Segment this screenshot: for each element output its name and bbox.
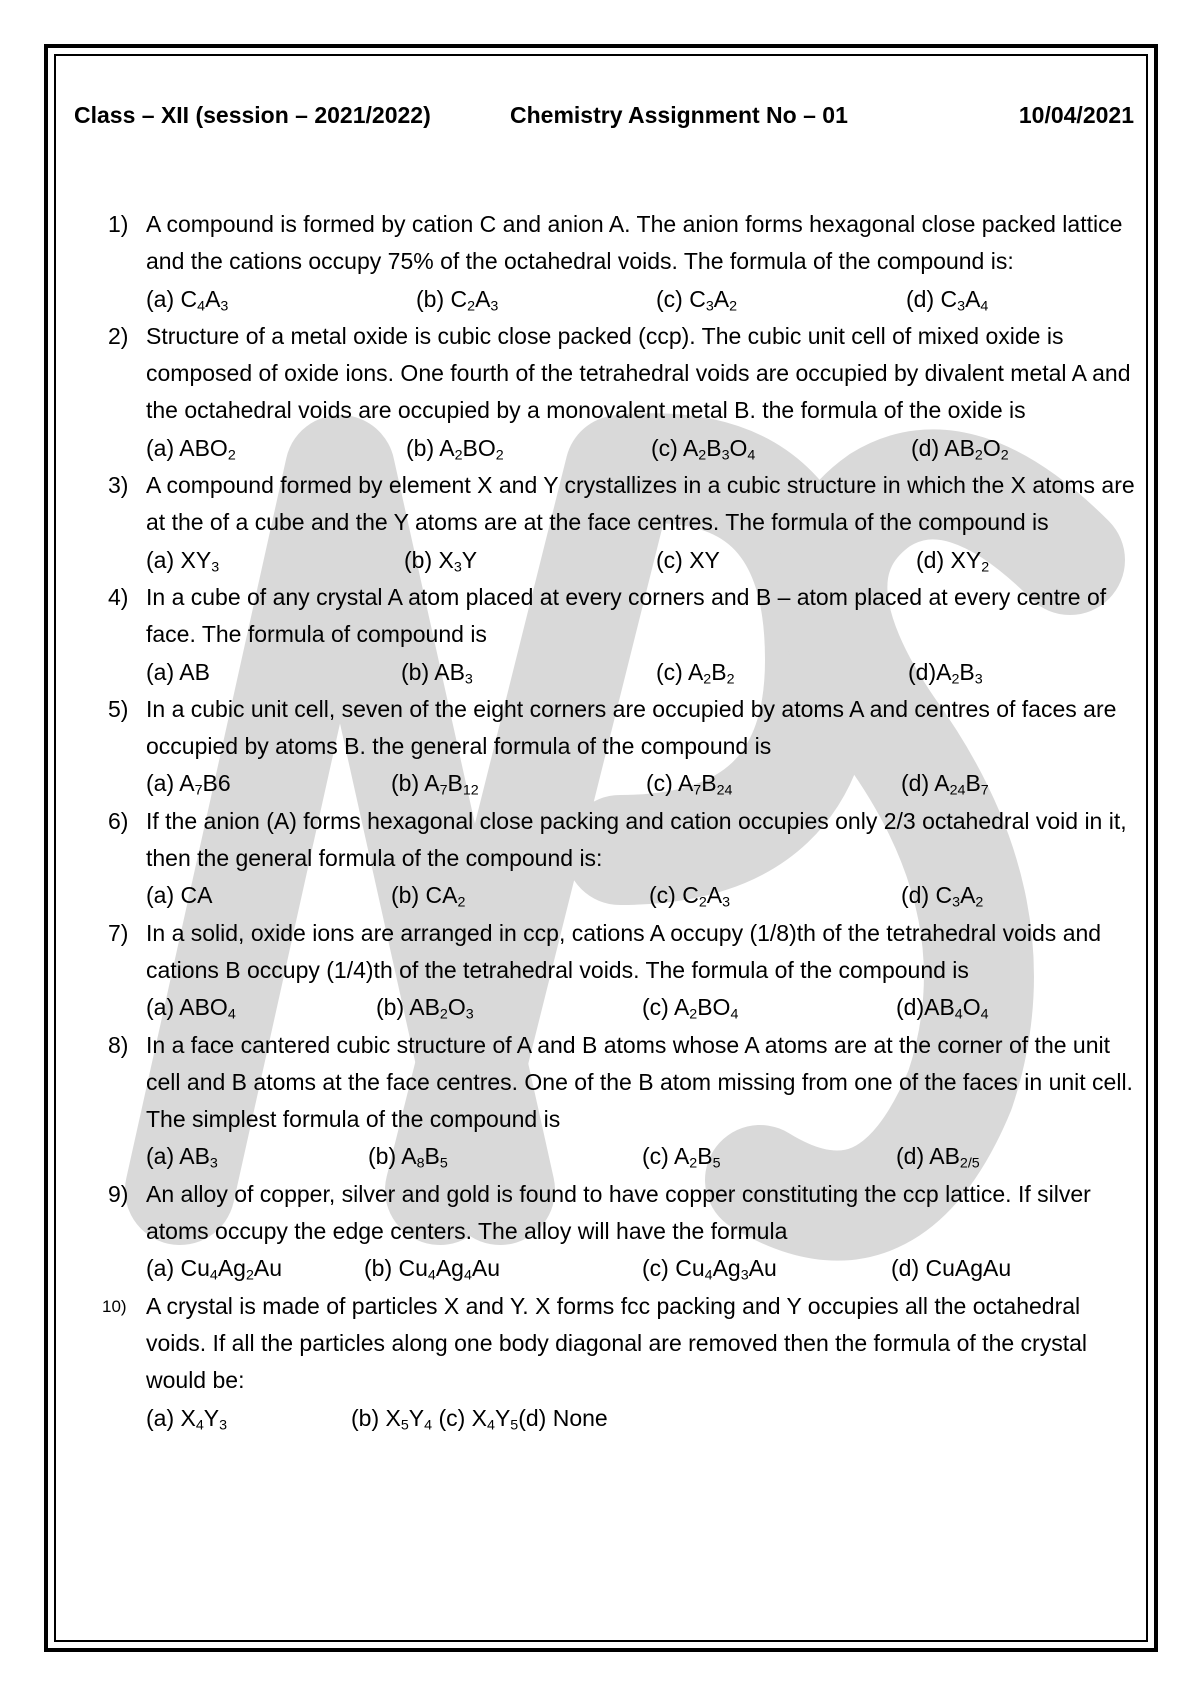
option-subscript: 2 — [703, 671, 712, 688]
option-text: (d) AB — [911, 434, 975, 461]
answer-option — [146, 765, 231, 802]
option-subscript: 4 — [954, 1006, 963, 1023]
option-subscript: 7 — [194, 783, 203, 800]
option-text: B — [447, 770, 463, 797]
option-text: (a) Cu — [146, 1255, 210, 1282]
option-text: Y — [461, 546, 478, 573]
option-text: Ag — [435, 1255, 464, 1282]
option-text: Au — [748, 1255, 777, 1282]
option-subscript: 5 — [439, 1155, 448, 1172]
option-text: B — [711, 658, 727, 685]
option-text: (a) CA — [146, 882, 213, 909]
question-text: Structure of a metal oxide is cubic close packed (ccp). The cubic unit cell of mixed oxide is composed of oxide ions. One fourth of the tetrahedral voids are occupied by divalent metal A and the octahedral voids are occupied by a monovalent metal B. the formula of the oxide is — [146, 322, 1131, 424]
option-text: Au — [253, 1255, 283, 1282]
option-text: (d) A — [901, 770, 950, 797]
option-subscript: 2 — [689, 1006, 698, 1023]
option-text: (c) Cu — [642, 1255, 705, 1282]
option-text: BO — [462, 434, 496, 461]
option-subscript: 2 — [981, 559, 990, 576]
option-row — [146, 281, 1144, 318]
option-text: (b) C — [416, 285, 468, 312]
option-text: (c) A — [656, 658, 704, 685]
option-row — [146, 765, 1144, 802]
option-text: (d) C — [901, 882, 953, 909]
question-text: If the anion (A) forms hexagonal close packing and cation occupies only 2/3 octahedral void in it, then the general formula of the compound is: — [146, 807, 1127, 872]
question-item — [108, 915, 1144, 1027]
option-text: (a) X — [146, 1404, 196, 1431]
option-text: (b) A — [391, 770, 440, 797]
option-text: (c) A — [646, 770, 694, 797]
question-number: 4) — [108, 583, 129, 610]
option-subscript: 2 — [726, 671, 735, 688]
option-text: B — [424, 1143, 440, 1170]
option-subscript: 2 — [227, 447, 236, 464]
option-subscript: 4 — [980, 1006, 989, 1023]
question-item — [108, 206, 1144, 318]
option-text: A — [706, 882, 723, 909]
question-item — [108, 579, 1144, 691]
question-text: A compound is formed by cation C and anion A. The anion forms hexagonal close packed lattice and the cations occupy 75% of the octahedral voids. The formula of the compound is: — [146, 211, 1123, 275]
answer-option — [401, 654, 473, 691]
option-subscript: 5 — [712, 1155, 721, 1172]
option-subscript: 3 — [220, 298, 229, 315]
question-number: 2) — [108, 322, 129, 349]
option-subscript: 12 — [462, 783, 479, 800]
answer-option — [146, 1250, 282, 1287]
option-text: (b) X — [404, 546, 454, 573]
option-text: (b) Cu — [364, 1255, 428, 1282]
option-text: (b) X — [351, 1404, 401, 1431]
question-number: 10) — [102, 1296, 127, 1316]
answer-option — [642, 1250, 777, 1287]
option-text: (d)AB — [896, 994, 955, 1021]
answer-option — [376, 989, 474, 1026]
assignment-title: Chemistry Assignment No – 01 — [510, 102, 848, 128]
option-row — [146, 877, 1144, 914]
option-subscript: 3 — [957, 298, 966, 315]
option-text: (c) X — [432, 1404, 488, 1431]
answer-option — [146, 430, 236, 467]
answer-option — [911, 430, 1009, 467]
option-subscript: 3 — [465, 1006, 474, 1023]
option-row — [146, 654, 1144, 691]
answer-option — [891, 1250, 1011, 1287]
option-text: Y — [203, 1404, 220, 1431]
option-subscript: 4 — [195, 1417, 204, 1434]
option-subscript: 7 — [439, 783, 448, 800]
option-subscript: 7 — [693, 783, 702, 800]
option-subscript: 8 — [416, 1155, 425, 1172]
option-subscript: 2 — [975, 894, 984, 911]
question-number: 9) — [108, 1180, 129, 1207]
option-subscript: 2 — [1000, 447, 1009, 464]
question-text: A crystal is made of particles X and Y. X forms fcc packing and Y occupies all the octahedral voids. If all the particles along one body diagonal are removed then the formula of the crystal would be: — [146, 1292, 1087, 1394]
option-subscript: 3 — [705, 298, 714, 315]
question-item — [108, 467, 1144, 579]
option-subscript: 3 — [464, 671, 473, 688]
option-text: Au — [471, 1255, 501, 1282]
option-subscript: 5 — [400, 1417, 409, 1434]
option-text: BO — [697, 994, 731, 1021]
option-text: (a) C — [146, 285, 198, 312]
option-text: (a) ABO — [146, 994, 228, 1021]
question-item — [108, 691, 1144, 803]
option-subscript: 3 — [740, 1267, 749, 1284]
question-text: A compound formed by element X and Y crystallizes in a cubic structure in which the X atoms are at the of a cube and the Y atoms are at the face centres. The formula of the compound is — [146, 472, 1135, 536]
answer-option — [146, 654, 210, 691]
answer-option — [646, 765, 732, 802]
option-subscript: 7 — [980, 783, 989, 800]
option-text: O — [729, 434, 748, 461]
option-subscript: 3 — [721, 447, 730, 464]
answer-option — [642, 1138, 721, 1175]
option-subscript: 24 — [949, 783, 966, 800]
answer-option — [656, 654, 735, 691]
option-subscript: 4 — [424, 1417, 433, 1434]
option-row — [146, 542, 1144, 579]
option-text: (a) XY — [146, 546, 212, 573]
answer-option — [656, 542, 720, 579]
option-subscript: 2 — [467, 298, 476, 315]
option-subscript: 4 — [747, 447, 756, 464]
option-subscript: 4 — [197, 298, 206, 315]
option-subscript: 2 — [689, 1155, 698, 1172]
option-text: B — [959, 658, 975, 685]
option-text: O — [447, 994, 466, 1021]
option-subscript: 3 — [722, 894, 731, 911]
option-subscript: 3 — [209, 1155, 218, 1172]
answer-option — [404, 542, 477, 579]
answer-option — [146, 877, 212, 914]
option-subscript: 2 — [951, 671, 960, 688]
option-text: (c) XY — [656, 546, 720, 573]
option-text: O — [982, 434, 1001, 461]
option-text: (c) C — [649, 882, 699, 909]
option-subscript: 4 — [487, 1417, 495, 1434]
assignment-date: 10/04/2021 — [1018, 102, 1134, 128]
question-item — [108, 318, 1144, 467]
answer-option — [391, 877, 465, 914]
answer-option — [146, 1138, 218, 1175]
question-item — [108, 1176, 1144, 1288]
question-item — [108, 803, 1144, 915]
option-text: (b) AB — [401, 658, 465, 685]
option-subscript: 2 — [495, 447, 504, 464]
question-text: In a cube of any crystal A atom placed at every corners and B – atom placed at every centre of face. The formula of compound is — [146, 583, 1107, 648]
option-subscript: 24 — [716, 783, 733, 800]
option-subscript: 2 — [454, 447, 463, 464]
option-text: Y — [408, 1404, 425, 1431]
option-text: (c) C — [656, 285, 706, 312]
answer-option — [916, 542, 989, 579]
option-subscript: 2 — [698, 894, 707, 911]
option-text: (d) AB — [896, 1143, 960, 1170]
option-text: (d) None — [518, 1404, 608, 1431]
option-subscript: 5 — [510, 1417, 519, 1434]
option-text: Ag — [712, 1255, 741, 1282]
question-item — [108, 1027, 1144, 1176]
option-row — [146, 1400, 1144, 1437]
option-text: (a) A — [146, 770, 195, 797]
option-subscript: 4 — [227, 1006, 236, 1023]
answer-option — [368, 1138, 448, 1175]
option-subscript: 3 — [952, 894, 961, 911]
option-text: B — [965, 770, 981, 797]
option-text: (c) A — [651, 434, 699, 461]
question-item — [102, 1288, 1144, 1437]
option-text: (c) A — [642, 1143, 690, 1170]
option-row — [146, 430, 1144, 467]
option-text: (b) A — [406, 434, 455, 461]
answer-option — [416, 281, 498, 318]
question-text: In a cubic unit cell, seven of the eight corners are occupied by atoms A and centres of faces are occupied by atoms B. the general formula of the compound is — [146, 695, 1117, 760]
option-text: B — [701, 770, 717, 797]
question-number: 1) — [108, 211, 129, 237]
option-subscript: 4 — [980, 298, 989, 315]
option-text: (a) ABO — [146, 434, 228, 461]
option-subscript: 3 — [490, 298, 499, 315]
question-number: 6) — [108, 807, 129, 834]
question-number: 3) — [108, 472, 129, 499]
option-subscript: 2 — [245, 1267, 254, 1284]
option-subscript: 2 — [457, 894, 466, 911]
option-text: Y — [494, 1404, 511, 1431]
answer-option — [406, 430, 504, 467]
option-subscript: 4 — [730, 1006, 739, 1023]
option-subscript: 4 — [463, 1267, 472, 1284]
option-subscript: 2 — [974, 447, 983, 464]
answer-option — [656, 281, 737, 318]
option-text: (b) AB — [376, 994, 440, 1021]
option-subscript: 4 — [427, 1267, 436, 1284]
answer-option — [906, 281, 988, 318]
option-text: B6 — [202, 770, 231, 797]
answer-option — [146, 1400, 227, 1437]
option-subscript: 2 — [729, 298, 738, 315]
answer-option — [908, 654, 983, 691]
answer-option — [651, 430, 755, 467]
answer-option — [146, 281, 228, 318]
option-row — [146, 989, 1144, 1026]
answer-option — [649, 877, 730, 914]
option-text: B — [697, 1143, 713, 1170]
option-text: A — [960, 882, 976, 909]
answer-option — [364, 1250, 500, 1287]
answer-option — [642, 989, 738, 1026]
option-subscript: 3 — [211, 559, 220, 576]
option-text: A — [965, 285, 981, 312]
option-subscript: 3 — [974, 671, 983, 688]
option-row — [146, 1250, 1144, 1287]
question-text: In a solid, oxide ions are arranged in ccp, cations A occupy (1/8)th of the tetrahedral voids and cations B occupy (1/4)th of the tetrahedral voids. The formula of the compound is — [146, 919, 1102, 983]
option-text: (a) AB — [146, 658, 210, 685]
option-text: A — [205, 285, 221, 312]
answer-option — [896, 1138, 980, 1175]
question-number: 7) — [108, 919, 129, 946]
answer-option — [391, 765, 479, 802]
question-text: An alloy of copper, silver and gold is found to have copper constituting the ccp lattice. If silver atoms occupy the edge centers. The alloy will have the formula — [146, 1180, 1091, 1245]
option-text: (d) C — [906, 285, 958, 312]
question-text: In a face cantered cubic structure of A and B atoms whose A atoms are at the corner of the unit cell and B atoms at the face centres. One of the B atom missing from one of the faces in unit cell. The simplest formula of the compound is — [146, 1031, 1133, 1133]
answer-option — [901, 877, 983, 914]
option-text: Ag — [217, 1255, 246, 1282]
question-list — [102, 206, 1144, 1437]
option-text: B — [706, 434, 722, 461]
option-subscript: 2 — [698, 447, 707, 464]
option-subscript: 3 — [219, 1417, 228, 1434]
option-subscript: 2 — [439, 1006, 448, 1023]
option-subscript: 2/5 — [959, 1155, 980, 1172]
option-row — [146, 1138, 1144, 1175]
option-subscript: 4 — [209, 1267, 218, 1284]
option-text: (d)A — [908, 658, 952, 685]
option-text: O — [962, 994, 981, 1021]
answer-option — [901, 765, 989, 802]
class-session-label: Class – XII (session – 2021/2022) — [74, 102, 431, 128]
answer-option — [351, 1400, 608, 1437]
option-text: (c) A — [642, 994, 690, 1021]
option-subscript: 4 — [704, 1267, 713, 1284]
answer-option — [146, 989, 236, 1026]
answer-option — [146, 542, 219, 579]
option-text: A — [713, 285, 730, 312]
option-text: (d) XY — [916, 546, 982, 573]
option-text: A — [475, 285, 491, 312]
option-text: (b) CA — [391, 882, 458, 909]
option-text: (d) CuAgAu — [891, 1255, 1012, 1282]
option-text: (a) AB — [146, 1143, 210, 1170]
answer-option — [896, 989, 989, 1026]
question-number: 5) — [108, 695, 129, 722]
option-subscript: 3 — [453, 559, 462, 576]
option-text: (b) A — [368, 1143, 417, 1170]
question-number: 8) — [108, 1031, 129, 1058]
